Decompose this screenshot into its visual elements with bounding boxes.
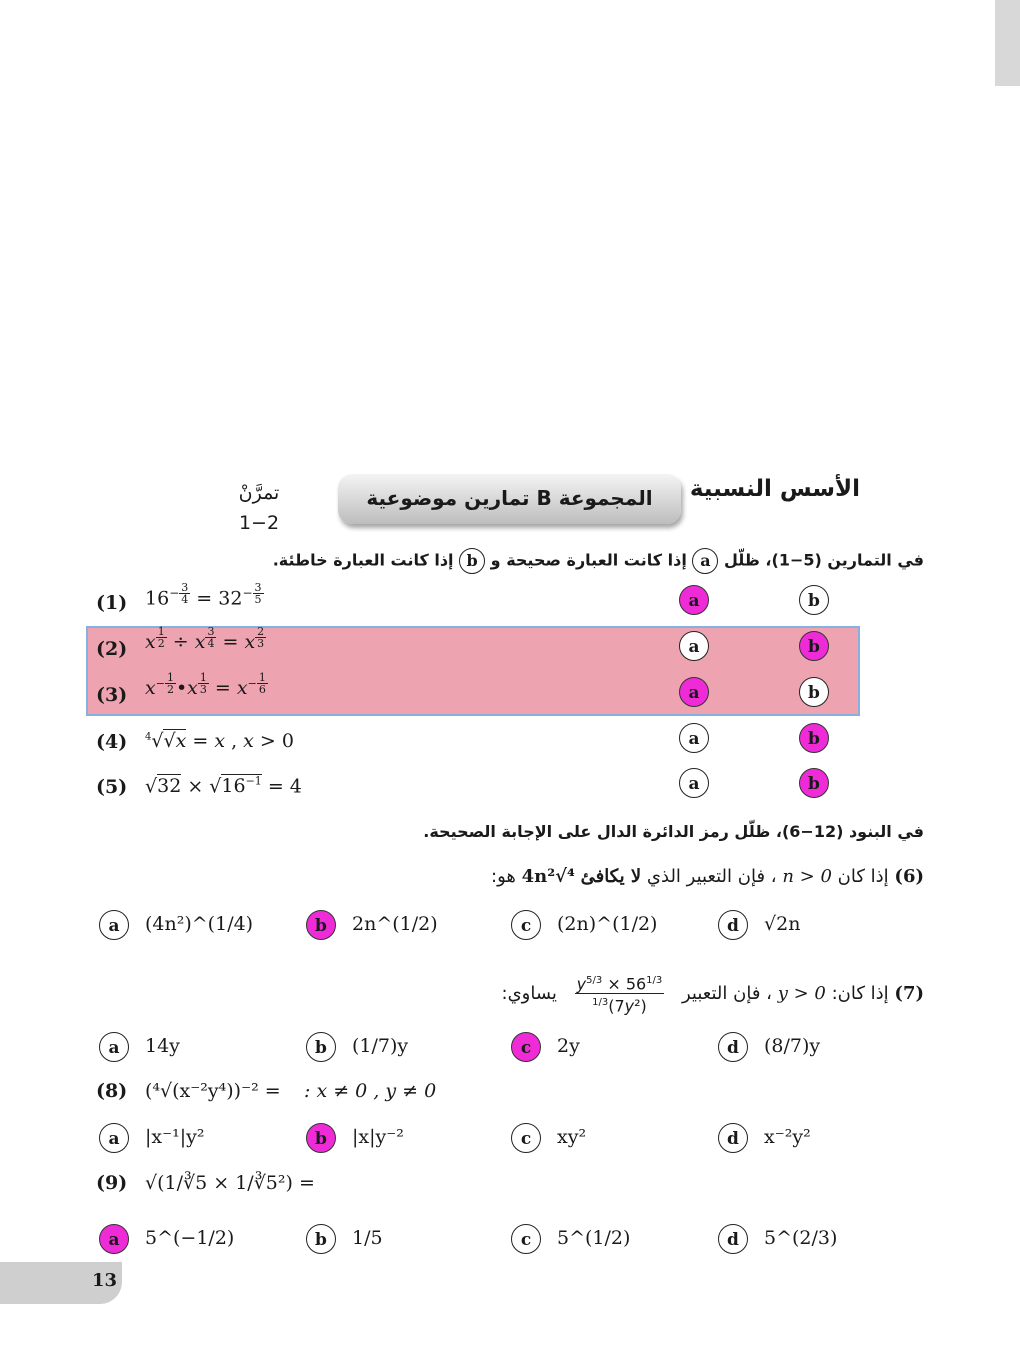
choice-c-text: 5^(1/2) [557,1227,631,1249]
question-7-fraction: $\frac{56^{1/3} \times y^{5/3}}{(7y^2)^{1/3}}$ [575,972,665,1016]
page-edge-tab [995,0,1020,86]
choice-d-text: (8/7)y [764,1035,821,1057]
choice-b[interactable]: b [306,1123,336,1153]
question-number: (8) [96,1080,128,1102]
choice-c[interactable]: c [511,1123,541,1153]
instruction-circle-a: a [692,548,718,574]
choice-a[interactable]: a [99,1224,129,1254]
choice-b[interactable]: b [799,723,829,753]
choice-d[interactable]: d [718,1123,748,1153]
choice-a[interactable]: a [99,1123,129,1153]
choice-b[interactable]: b [306,910,336,940]
section-title: الأسس النسبية [689,476,860,502]
choice-a[interactable]: a [99,910,129,940]
choice-b[interactable]: b [799,677,829,707]
exercise-label-text: تمرَّنْ [238,482,280,504]
choice-b-text: 2n^(1/2) [352,913,438,935]
choice-a[interactable]: a [679,768,709,798]
instruction-multiple-choice: في البنود (12−6)، ظلّل رمز الدائرة الدال على الإجابة الصحيحة. [423,822,924,841]
question-number: (9) [96,1172,128,1194]
exercise-number: 1−2 [238,512,280,534]
choice-d[interactable]: d [718,1224,748,1254]
choice-a-text: 14y [145,1035,180,1057]
question-number: (4) [96,731,128,753]
choice-a[interactable]: a [679,723,709,753]
choice-d[interactable]: d [718,1032,748,1062]
group-banner: المجموعة B تمارين موضوعية [338,474,681,524]
choice-a[interactable]: a [679,585,709,615]
choice-a-text: (4n²)^(1/4) [145,913,254,935]
choice-b[interactable]: b [799,768,829,798]
question-expression: $16^{- \frac{3}{4}}$ = $32^{- \frac{3}{5}}$ [145,581,262,610]
choice-a[interactable]: a [99,1032,129,1062]
choice-b-text: (1/7)y [352,1035,409,1057]
question-9-expression: √(1/∛5 × 1/∛5²) = [145,1172,315,1194]
choice-d-text: √2n [764,913,801,935]
question-7-text: (7) إذا كان: y > 0 ، فإن التعبير $\frac{56^{1/3} \times y^{5/3}}{(7y^2)^{1/3}}$ يساوي: [502,972,924,1016]
choice-b[interactable]: b [306,1032,336,1062]
choice-c[interactable]: c [511,910,541,940]
exercise-label [228,478,290,538]
choice-a-text: 5^(−1/2) [145,1227,235,1249]
choice-d[interactable]: d [718,910,748,940]
instruction-true-false: في التمارين (5−1)، ظلّل a إذا كانت العبارة صحيحة و b إذا كانت العبارة خاطئة. [273,548,924,574]
choice-a[interactable]: a [679,631,709,661]
question-expression: x $^{\frac{1}{2}}$ ÷ x $^{\frac{3}{4}}$ = x $^{\frac{2}{3}}$ [145,625,265,653]
question-number: (3) [96,684,128,706]
question-8-condition: : x ≠ 0 , y ≠ 0 [304,1080,437,1102]
choice-c-text: xy² [557,1126,587,1148]
instruction-circle-b: b [459,548,485,574]
question-expression: $√32 \times √16^{-1} = 4$ [145,775,302,798]
choice-b[interactable]: b [306,1224,336,1254]
choice-c-text: 2y [557,1035,580,1057]
page-number-tab [0,1262,122,1304]
question-expression: $x^{- \frac{1}{2}}$ •x $^{\frac{1}{3}}$ = $x^{- \frac{1}{6}}$ [145,671,266,699]
choice-d-text: x⁻²y² [764,1126,811,1148]
question-expression: $^4$√√x = x , x > 0 [145,730,294,752]
choice-c[interactable]: c [511,1032,541,1062]
question-number: (5) [96,776,128,798]
choice-c-text: (2n)^(1/2) [557,913,658,935]
choice-b-text: 1/5 [352,1227,383,1249]
page-number: 13 [92,1270,118,1291]
question-number: (2) [96,638,128,660]
choice-b-text: |x|y⁻² [352,1126,404,1148]
choice-a-text: |x⁻¹|y² [145,1126,205,1148]
choice-a[interactable]: a [679,677,709,707]
question-number: (1) [96,592,128,614]
choice-d-text: 5^(2/3) [764,1227,838,1249]
question-6-text: (6) إذا كان n > 0 ، فإن التعبير الذي لا يكافئ ⁴√4n² هو: [491,866,924,887]
choice-b[interactable]: b [799,585,829,615]
choice-b[interactable]: b [799,631,829,661]
choice-c[interactable]: c [511,1224,541,1254]
question-8-expression: (⁴√(x⁻²y⁴))⁻² = [145,1080,281,1102]
